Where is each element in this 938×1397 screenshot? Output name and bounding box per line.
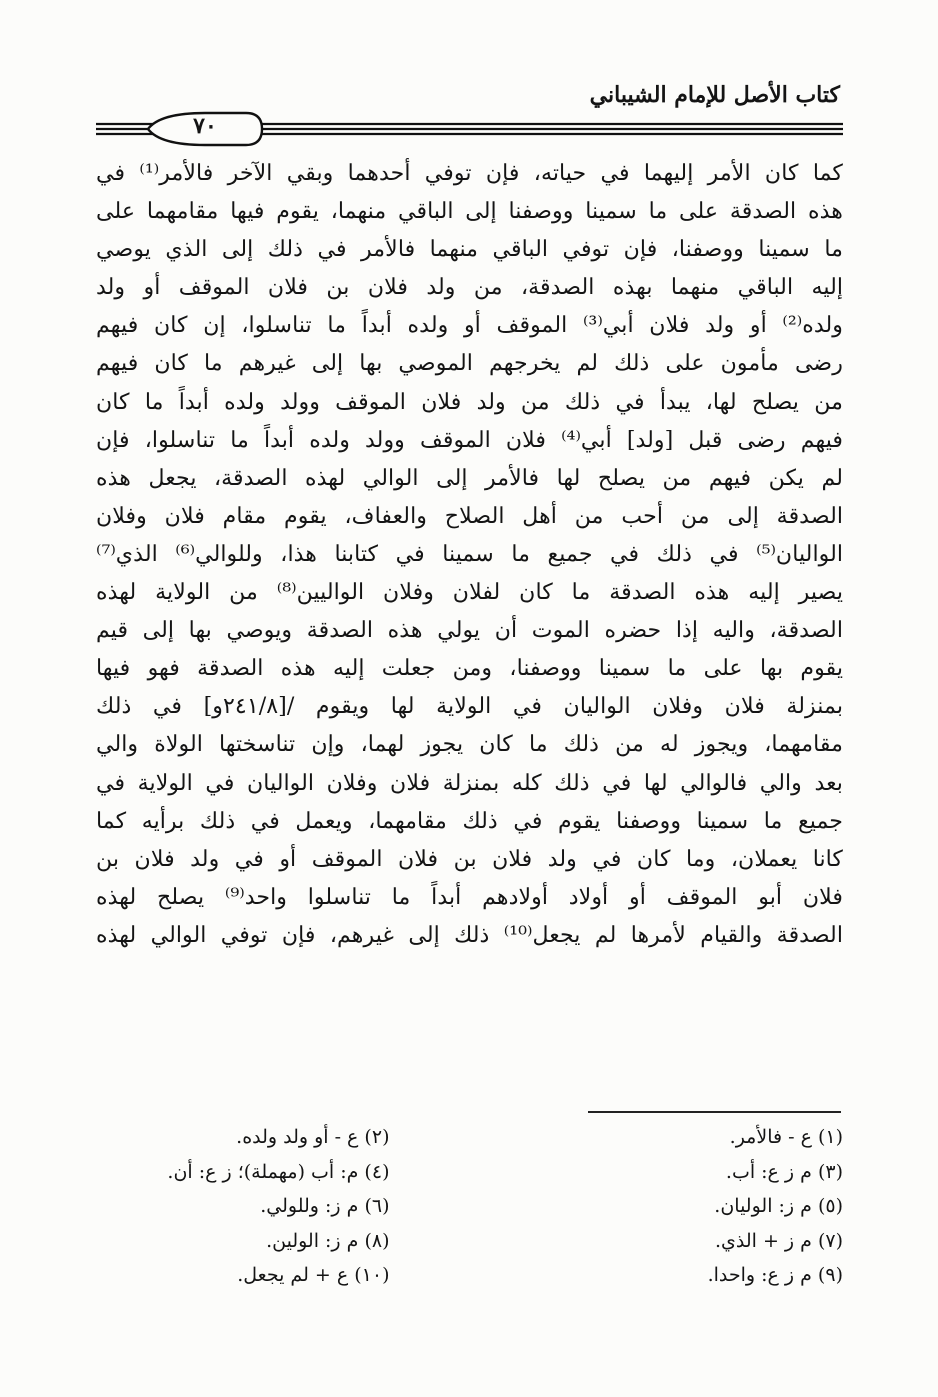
footnote-row	[96, 1195, 843, 1230]
text-line: كما كان الأمر إليهما في حياته، فإن توفي أحدهما وبقي الآخر فالأمر⁽¹⁾ في	[96, 160, 843, 186]
text-line: ولده⁽²⁾ أو ولد فلان أبي⁽³⁾ الموقف أو ولده أبداً ما تناسلوا، إن كان فيهم	[96, 312, 843, 339]
footnote-row	[96, 1264, 843, 1299]
footnote: (٩) م ز ع: واحدا.	[707, 1264, 843, 1286]
footnote: (٦) م ز: وللولي.	[260, 1195, 390, 1217]
footnote: (٨) م ز: الولين.	[266, 1229, 390, 1252]
text-line: بعد والي فالوالي لها في ذلك كله بمنزلة فلان وفلان الواليان في الولاية في	[96, 769, 843, 796]
text-line: الصدقة إلى من أحب من أهل الصلاح والعفاف، يقوم مقام فلان وفلان	[96, 502, 843, 529]
footnotes	[96, 1126, 843, 1299]
text-line: جميع ما سمينا ووصفنا يقوم في ذلك مقامهما، ويعمل في ذلك برأيه كما	[96, 807, 843, 834]
text-line: يقوم بها على ما سمينا ووصفنا، ومن جعلت إليه هذه الصدقة فهو فيها	[96, 655, 843, 682]
footnote: (٤) م: أب (مهملة)؛ ز ع: أن.	[167, 1160, 390, 1183]
footnote: (٥) م ز: الوليان.	[714, 1195, 843, 1217]
text-line: يصير إليه هذه الصدقة ما كان لفلان وفلان الواليين⁽⁸⁾ من الولاية لهذه	[96, 579, 843, 606]
text-line: من يصلح لها، يبدأ في ذلك من ولد فلان الموقف وولد ولده أبداً ما كان	[96, 388, 843, 415]
footnote-separator	[588, 1111, 841, 1113]
text-line: ما سمينا ووصفنا، فإن توفي الباقي منهما فالأمر في ذلك إلى الذي يوصي	[96, 236, 843, 263]
page-number: ٧٠	[193, 113, 217, 139]
text-line: فيهم رضى قبل [ولد] أبي⁽⁴⁾ فلان الموقف وولد ولده أبداً ما تناسلوا، فإن	[96, 426, 843, 453]
footnote: (٢) ع - أو ولد ولده.	[236, 1126, 390, 1148]
text-line: هذه الصدقة على ما سمينا ووصفنا إلى الباقي منهما، يقوم فيها مقامهما على	[96, 198, 843, 225]
text-line: إليه الباقي منهما بهذه الصدقة، من ولد فلان بن فلان الموقف أو ولد	[96, 274, 843, 301]
text-line: رضى مأمون على ذلك لم يخرجهم الموصي بها إلى غيرهم ما كان فيهم	[96, 350, 843, 377]
text-line: الصدقة والقيام لأمرها لم يجعل⁽¹⁰⁾ ذلك إلى غيرهم، فإن توفي الوالي لهذه	[96, 921, 843, 948]
text-line: مقامهما، ويجوز له من ذلك ما كان يجوز لهما، وإن تناسختها الولاة والي	[96, 731, 843, 758]
text-line: الصدقة، واليه إذا حضره الموت أن يولي هذه الصدقة ويوصي بها إلى قيم	[96, 617, 843, 644]
text-line: بمنزلة فلان وفلان الواليان في الولاية لها ويقوم /[٢٤١/٨و] في ذلك	[96, 693, 843, 720]
footnote: (١٠) ع + لم يجعل.	[237, 1264, 390, 1286]
footnote: (١) ع - فالأمر.	[729, 1126, 843, 1148]
footnote-row	[96, 1230, 843, 1265]
running-title: كتاب الأصل للإمام الشيباني	[589, 82, 840, 108]
text-line: لم يكن فيهم من يصلح لها فالأمر إلى الوالي لهذه الصدقة، يجعل هذه	[96, 464, 843, 491]
footnote: (٣) م ز ع: أب.	[725, 1160, 843, 1183]
footnote-row	[96, 1126, 843, 1161]
footnote: (٧) م ز + الذي.	[714, 1229, 843, 1252]
text-line: فلان أبو الموقف أو أولاد أولادهم أبداً ما تناسلوا واحد⁽⁹⁾ يصلح لهذه	[96, 883, 843, 910]
text-line: الواليان⁽⁵⁾ في ذلك في جميع ما سمينا في كتابنا هذا، وللوالي⁽⁶⁾ الذي⁽⁷⁾	[96, 540, 843, 567]
text-line: كانا يعملان، وما كان في ولد فلان بن فلان الموقف أو في ولد فلان بن	[96, 845, 843, 872]
footnote-row	[96, 1161, 843, 1196]
main-text	[96, 154, 843, 954]
